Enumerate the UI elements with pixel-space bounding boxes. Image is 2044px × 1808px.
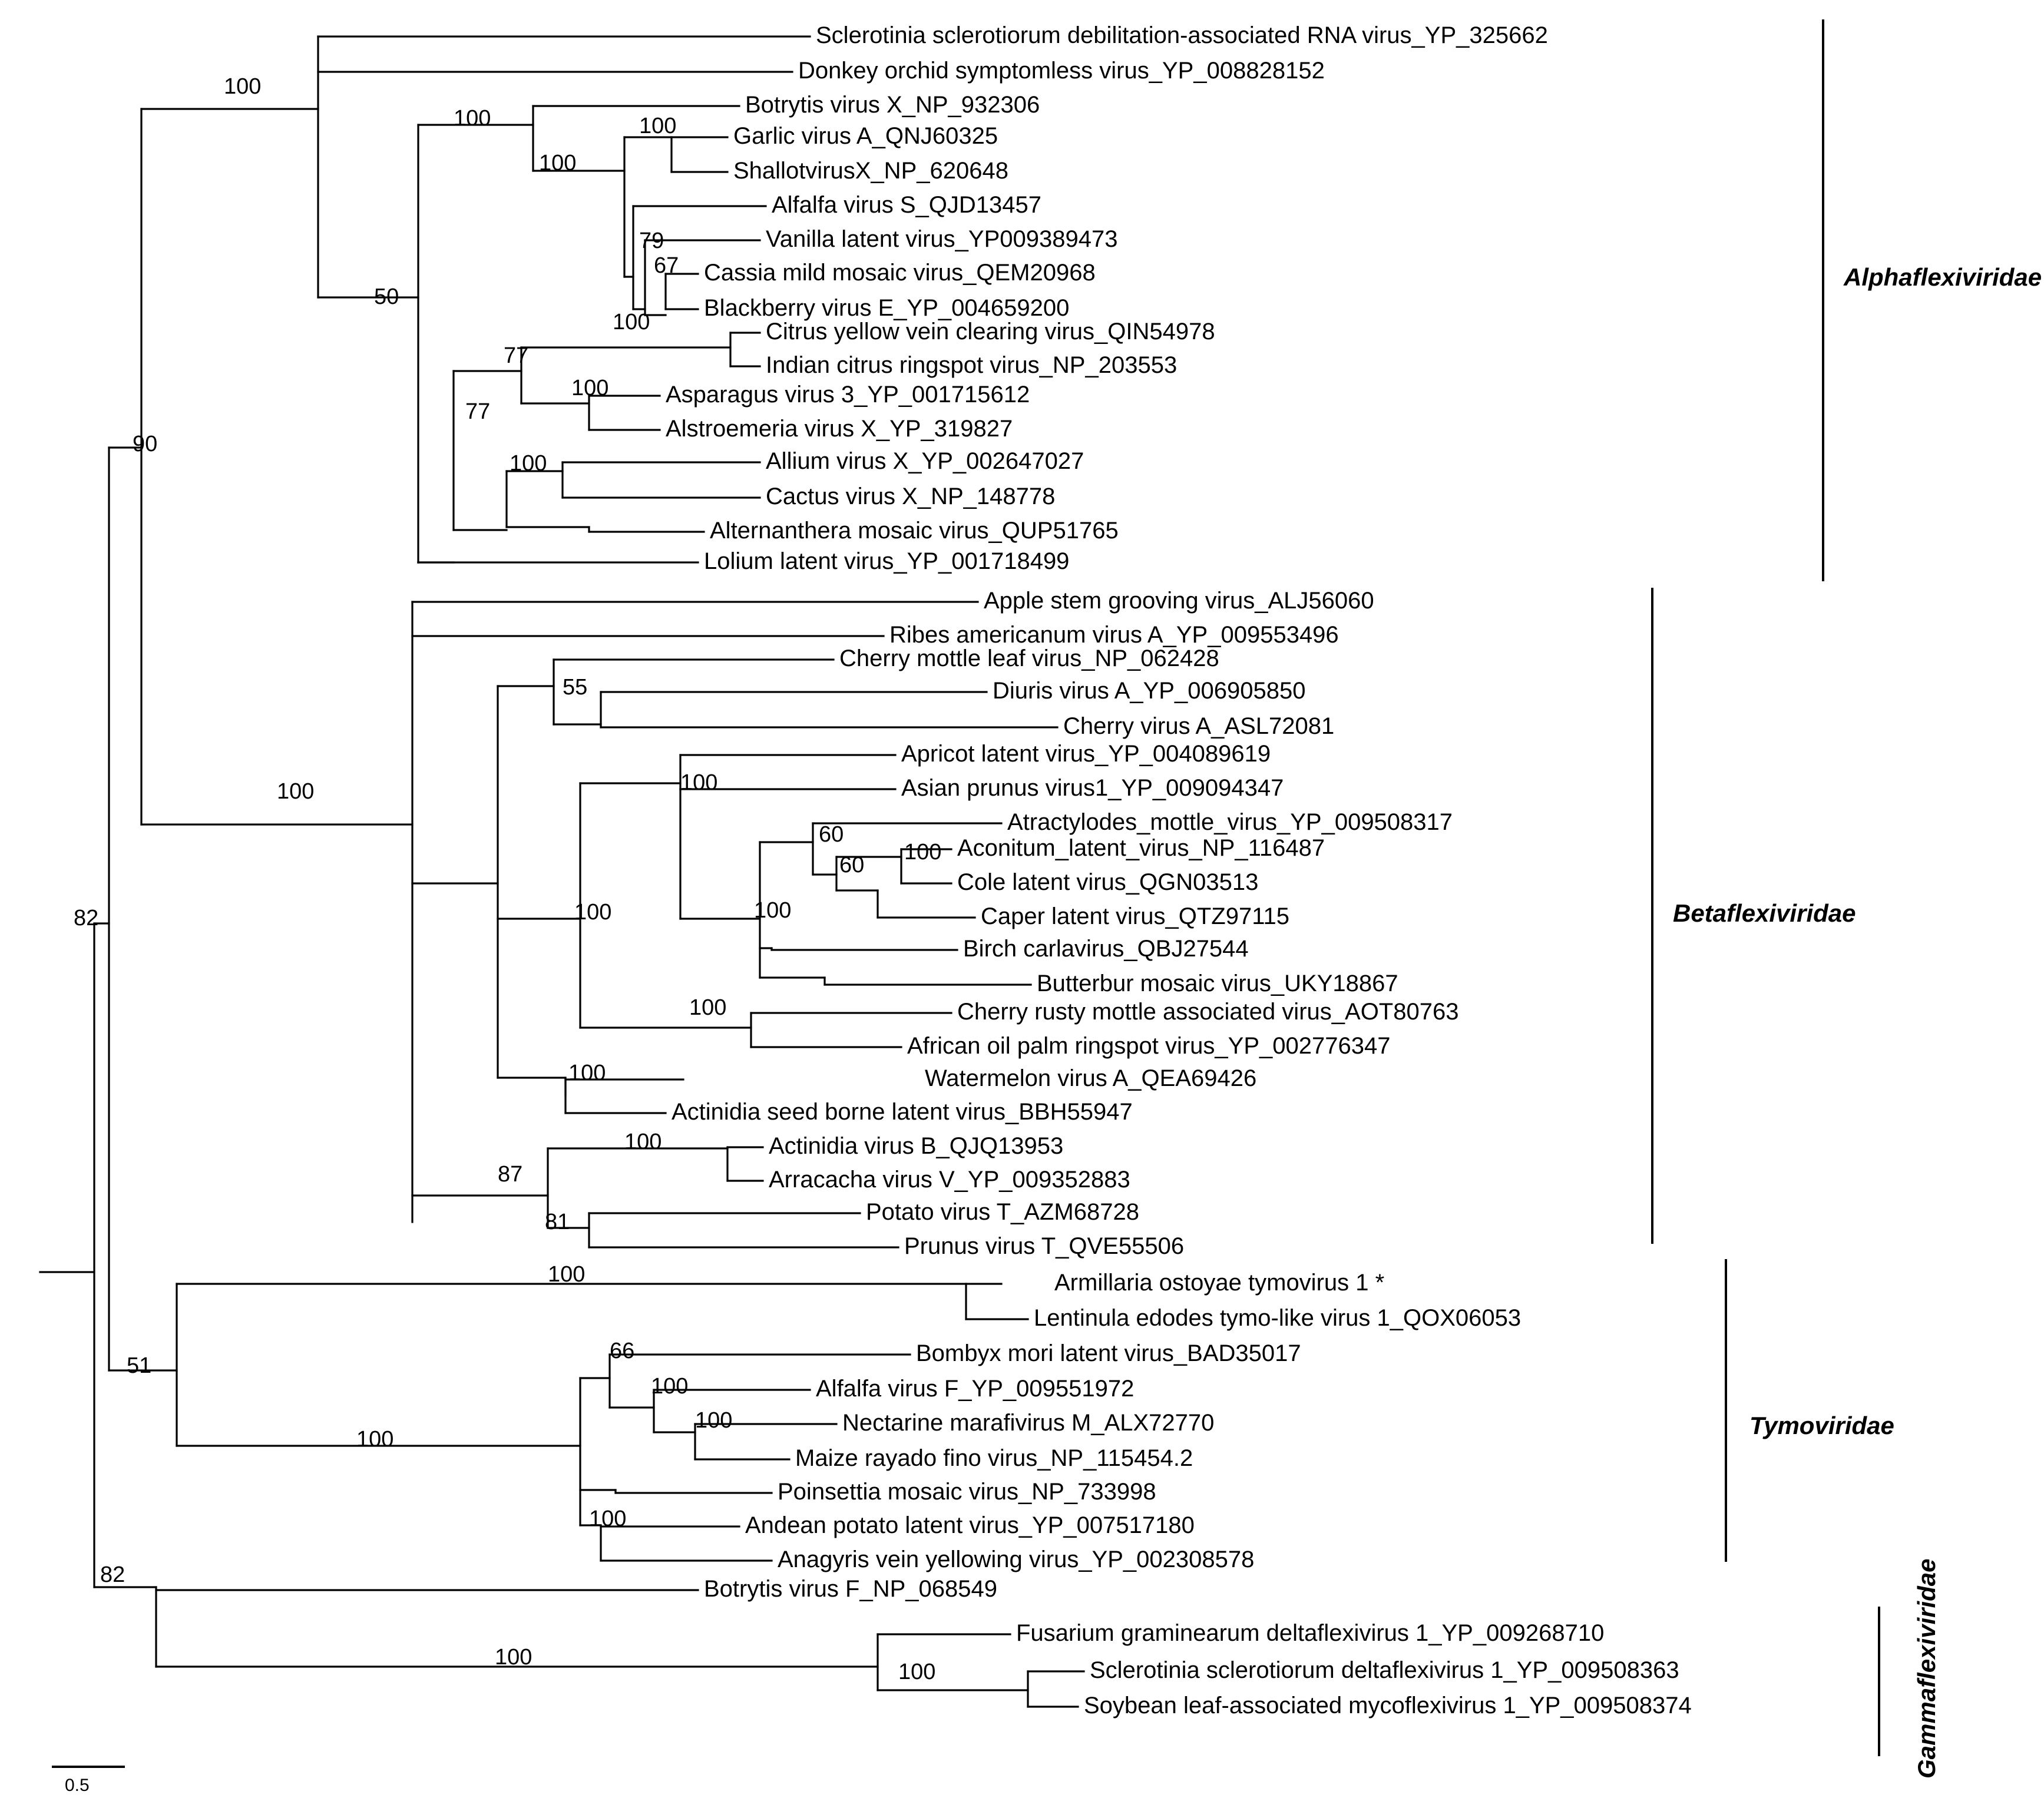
taxon-label: Potato virus T_AZM68728 bbox=[866, 1199, 1139, 1225]
support-value: 100 bbox=[639, 114, 677, 138]
support-value: 67 bbox=[654, 253, 679, 278]
taxon-label: Lolium latent virus_YP_001718499 bbox=[704, 548, 1070, 574]
support-value: 100 bbox=[574, 900, 612, 925]
family-label-betaflexiviridae: Betaflexiviridae bbox=[1673, 899, 1856, 927]
support-value: 77 bbox=[465, 399, 491, 424]
family-label-gammaflexiviridae: Gammaflexiviridae bbox=[1913, 1558, 1940, 1779]
support-value: 81 bbox=[545, 1210, 570, 1234]
taxon-label: Cherry rusty mottle associated virus_AOT80763 bbox=[957, 999, 1459, 1025]
support-value: 77 bbox=[504, 343, 529, 368]
family-label-alphaflexiviridae: Alphaflexiviridae bbox=[1844, 263, 2042, 291]
support-value: 100 bbox=[568, 1061, 606, 1085]
taxon-label: Actinidia seed borne latent virus_BBH55947 bbox=[672, 1099, 1133, 1125]
taxon-label: Vanilla latent virus_YP009389473 bbox=[766, 226, 1118, 252]
taxon-label: Aconitum_latent_virus_NP_116487 bbox=[957, 835, 1325, 861]
support-value: 51 bbox=[127, 1353, 152, 1378]
support-value: 100 bbox=[510, 451, 547, 476]
taxon-label: Cactus virus X_NP_148778 bbox=[766, 484, 1056, 509]
taxon-label: Lentinula edodes tymo-like virus 1_QOX06053 bbox=[1034, 1305, 1522, 1331]
support-value: 100 bbox=[356, 1427, 394, 1452]
taxon-label: Alfalfa virus S_QJD13457 bbox=[772, 192, 1042, 218]
support-value: 100 bbox=[904, 840, 942, 865]
taxon-label: Sclerotinia sclerotiorum debilitation-associated RNA virus_YP_325662 bbox=[816, 22, 1548, 48]
support-value: 100 bbox=[624, 1130, 662, 1154]
taxon-label: Indian citrus ringspot virus_NP_203553 bbox=[766, 352, 1178, 378]
support-value: 100 bbox=[754, 898, 792, 923]
taxon-label: Bombyx mori latent virus_BAD35017 bbox=[916, 1340, 1301, 1366]
taxon-label: Allium virus X_YP_002647027 bbox=[766, 448, 1084, 474]
taxon-label: Apple stem grooving virus_ALJ56060 bbox=[984, 588, 1374, 614]
taxon-label: ShallotvirusX_NP_620648 bbox=[733, 158, 1008, 184]
taxon-label: African oil palm ringspot virus_YP_002776347 bbox=[907, 1033, 1391, 1059]
scale-bar-label: 0.5 bbox=[65, 1776, 90, 1795]
support-value: 100 bbox=[495, 1645, 533, 1670]
taxon-label: Cherry mottle leaf virus_NP_062428 bbox=[839, 645, 1219, 671]
support-value: 55 bbox=[563, 675, 588, 700]
support-value: 60 bbox=[819, 822, 844, 847]
taxon-label: Atractylodes_mottle_virus_YP_009508317 bbox=[1007, 809, 1453, 835]
support-value: 100 bbox=[454, 106, 491, 131]
taxon-label: Birch carlavirus_QBJ27544 bbox=[963, 936, 1249, 962]
taxon-label: Donkey orchid symptomless virus_YP_008828152 bbox=[798, 58, 1325, 84]
taxon-label: Apricot latent virus_YP_004089619 bbox=[901, 741, 1271, 767]
support-value: 100 bbox=[898, 1660, 936, 1684]
taxon-label: Asian prunus virus1_YP_009094347 bbox=[901, 775, 1284, 801]
support-value: 100 bbox=[680, 770, 718, 795]
support-value: 79 bbox=[639, 229, 664, 253]
taxon-label: Poinsettia mosaic virus_NP_733998 bbox=[778, 1479, 1156, 1505]
support-value: 100 bbox=[695, 1408, 733, 1433]
taxon-label: Sclerotinia sclerotiorum deltaflexivirus 1_YP_009508363 bbox=[1090, 1657, 1679, 1683]
taxon-label: Butterbur mosaic virus_UKY18867 bbox=[1037, 971, 1398, 996]
support-value: 100 bbox=[571, 376, 609, 400]
support-value: 50 bbox=[374, 284, 399, 309]
support-value: 100 bbox=[539, 151, 577, 175]
support-value: 60 bbox=[839, 853, 865, 877]
taxon-label: Garlic virus A_QNJ60325 bbox=[733, 123, 998, 149]
taxon-label: Diuris virus A_YP_006905850 bbox=[993, 678, 1306, 704]
taxon-label: Prunus virus T_QVE55506 bbox=[904, 1233, 1185, 1259]
taxon-label: Cherry virus A_ASL72081 bbox=[1063, 713, 1335, 739]
taxon-label: Maize rayado fino virus_NP_115454.2 bbox=[795, 1445, 1193, 1471]
taxon-label: Citrus yellow vein clearing virus_QIN54978 bbox=[766, 319, 1215, 345]
taxon-label: Fusarium graminearum deltaflexivirus 1_YP_009268710 bbox=[1016, 1620, 1605, 1646]
support-value: 100 bbox=[689, 995, 727, 1020]
support-value: 87 bbox=[498, 1162, 523, 1187]
support-value: 82 bbox=[74, 906, 99, 931]
taxon-label: Alfalfa virus F_YP_009551972 bbox=[816, 1376, 1135, 1402]
taxon-label: Asparagus virus 3_YP_001715612 bbox=[666, 382, 1030, 408]
taxon-label: Arracacha virus V_YP_009352883 bbox=[769, 1167, 1130, 1193]
taxon-label: Caper latent virus_QTZ97115 bbox=[981, 903, 1289, 929]
taxon-label: Cassia mild mosaic virus_QEM20968 bbox=[704, 260, 1096, 286]
taxon-label: Actinidia virus B_QJQ13953 bbox=[769, 1133, 1064, 1159]
taxon-label: Soybean leaf-associated mycoflexivirus 1_YP_009508374 bbox=[1084, 1693, 1692, 1718]
taxon-label: Armillaria ostoyae tymovirus 1 * bbox=[1054, 1270, 1385, 1296]
taxon-label: Andean potato latent virus_YP_007517180 bbox=[745, 1512, 1195, 1538]
support-value: 100 bbox=[548, 1262, 586, 1287]
taxon-label: Anagyris vein yellowing virus_YP_002308578 bbox=[778, 1547, 1255, 1572]
taxon-label: Blackberry virus E_YP_004659200 bbox=[704, 295, 1070, 321]
support-value: 100 bbox=[277, 779, 315, 804]
taxon-label: Cole latent virus_QGN03513 bbox=[957, 869, 1259, 895]
family-label-tymoviridae: Tymoviridae bbox=[1749, 1412, 1894, 1439]
taxon-label: Nectarine marafivirus M_ALX72770 bbox=[842, 1410, 1215, 1436]
taxon-label: Alternanthera mosaic virus_QUP51765 bbox=[710, 518, 1119, 544]
taxon-label: Watermelon virus A_QEA69426 bbox=[925, 1065, 1257, 1091]
support-value: 100 bbox=[589, 1506, 627, 1531]
taxon-label: Botrytis virus X_NP_932306 bbox=[745, 92, 1040, 118]
taxon-label: Ribes americanum virus A_YP_009553496 bbox=[889, 622, 1339, 648]
support-value: 100 bbox=[224, 74, 262, 99]
support-value: 90 bbox=[133, 432, 158, 456]
support-value: 82 bbox=[100, 1562, 125, 1587]
support-value: 100 bbox=[613, 310, 650, 335]
support-value: 66 bbox=[610, 1339, 635, 1363]
taxon-label: Alstroemeria virus X_YP_319827 bbox=[666, 416, 1013, 442]
taxon-label: Botrytis virus F_NP_068549 bbox=[704, 1576, 998, 1602]
support-value: 100 bbox=[651, 1374, 689, 1399]
